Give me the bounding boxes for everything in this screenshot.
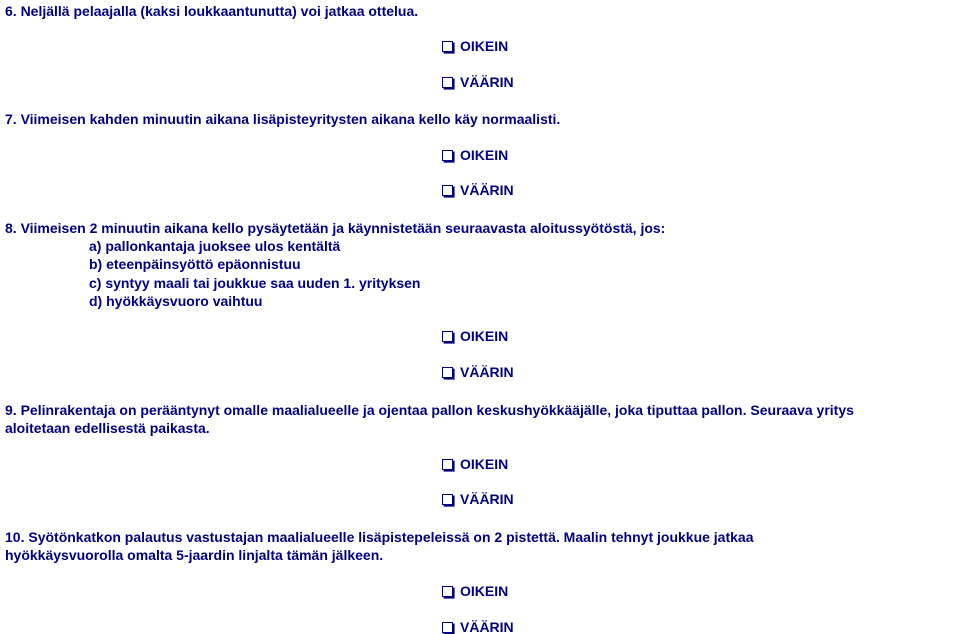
checkbox-icon[interactable] bbox=[442, 494, 453, 505]
question-6-option-vaarin[interactable] bbox=[442, 73, 514, 91]
question-8-sub-c: c) syntyy maali tai joukkue saa uuden 1. yrityksen bbox=[89, 275, 421, 291]
question-9-text-line-1: 9. Pelinrakentaja on perääntynyt omalle maalialueelle ja ojentaa pallon keskushyökkääjälle, joka tiputtaa pallon. Seuraava yritys bbox=[5, 402, 854, 418]
question-6-option-oikein[interactable] bbox=[442, 37, 508, 55]
question-8-option-vaarin[interactable] bbox=[442, 363, 514, 381]
option-label: VÄÄRIN bbox=[460, 182, 514, 198]
option-label: OIKEIN bbox=[460, 328, 509, 344]
option-label: VÄÄRIN bbox=[460, 74, 514, 90]
question-10-text-line-1: 10. Syötönkatkon palautus vastustajan maalialueelle lisäpistepeleissä on 2 pistettä. Maalin tehnyt joukkue jatkaa bbox=[5, 529, 754, 545]
option-label: VÄÄRIN bbox=[460, 491, 514, 507]
question-7-option-vaarin[interactable] bbox=[442, 181, 514, 199]
question-8-sub-d: d) hyökkäysvuoro vaihtuu bbox=[89, 293, 263, 309]
checkbox-icon[interactable] bbox=[442, 185, 453, 196]
option-label: OIKEIN bbox=[460, 38, 509, 54]
question-9-text-line-2: aloitetaan edellisestä paikasta. bbox=[5, 420, 210, 436]
option-label: VÄÄRIN bbox=[460, 364, 514, 380]
checkbox-icon[interactable] bbox=[442, 367, 453, 378]
question-7-option-oikein[interactable] bbox=[442, 146, 508, 164]
question-10-text-line-2: hyökkäysvuorolla omalta 5-jaardin linjalta tämän jälkeen. bbox=[5, 547, 384, 563]
question-9-option-oikein[interactable] bbox=[442, 455, 508, 473]
option-label: VÄÄRIN bbox=[460, 619, 514, 634]
question-7-text: 7. Viimeisen kahden minuutin aikana lisäpisteyritysten aikana kello käy normaalisti. bbox=[5, 111, 561, 127]
checkbox-icon[interactable] bbox=[442, 586, 453, 597]
question-8-option-oikein[interactable] bbox=[442, 327, 508, 345]
question-8-text: 8. Viimeisen 2 minuutin aikana kello pysäytetään ja käynnistetään seuraavasta aloitussyötöstä, jos: bbox=[5, 220, 666, 236]
checkbox-icon[interactable] bbox=[442, 459, 453, 470]
option-label: OIKEIN bbox=[460, 583, 509, 599]
checkbox-icon[interactable] bbox=[442, 622, 453, 633]
question-6-text: 6. Neljällä pelaajalla (kaksi loukkaantunutta) voi jatkaa ottelua. bbox=[5, 3, 419, 19]
checkbox-icon[interactable] bbox=[442, 150, 453, 161]
checkbox-icon[interactable] bbox=[442, 331, 453, 342]
question-10-option-vaarin[interactable] bbox=[442, 618, 514, 634]
question-10-option-oikein[interactable] bbox=[442, 582, 508, 600]
option-label: OIKEIN bbox=[460, 147, 509, 163]
checkbox-icon[interactable] bbox=[442, 77, 453, 88]
question-8-sub-a: a) pallonkantaja juoksee ulos kentältä bbox=[89, 238, 341, 254]
option-label: OIKEIN bbox=[460, 456, 509, 472]
question-8-sub-b: b) eteenpäinsyöttö epäonnistuu bbox=[89, 256, 301, 272]
question-9-option-vaarin[interactable] bbox=[442, 490, 514, 508]
checkbox-icon[interactable] bbox=[442, 41, 453, 52]
